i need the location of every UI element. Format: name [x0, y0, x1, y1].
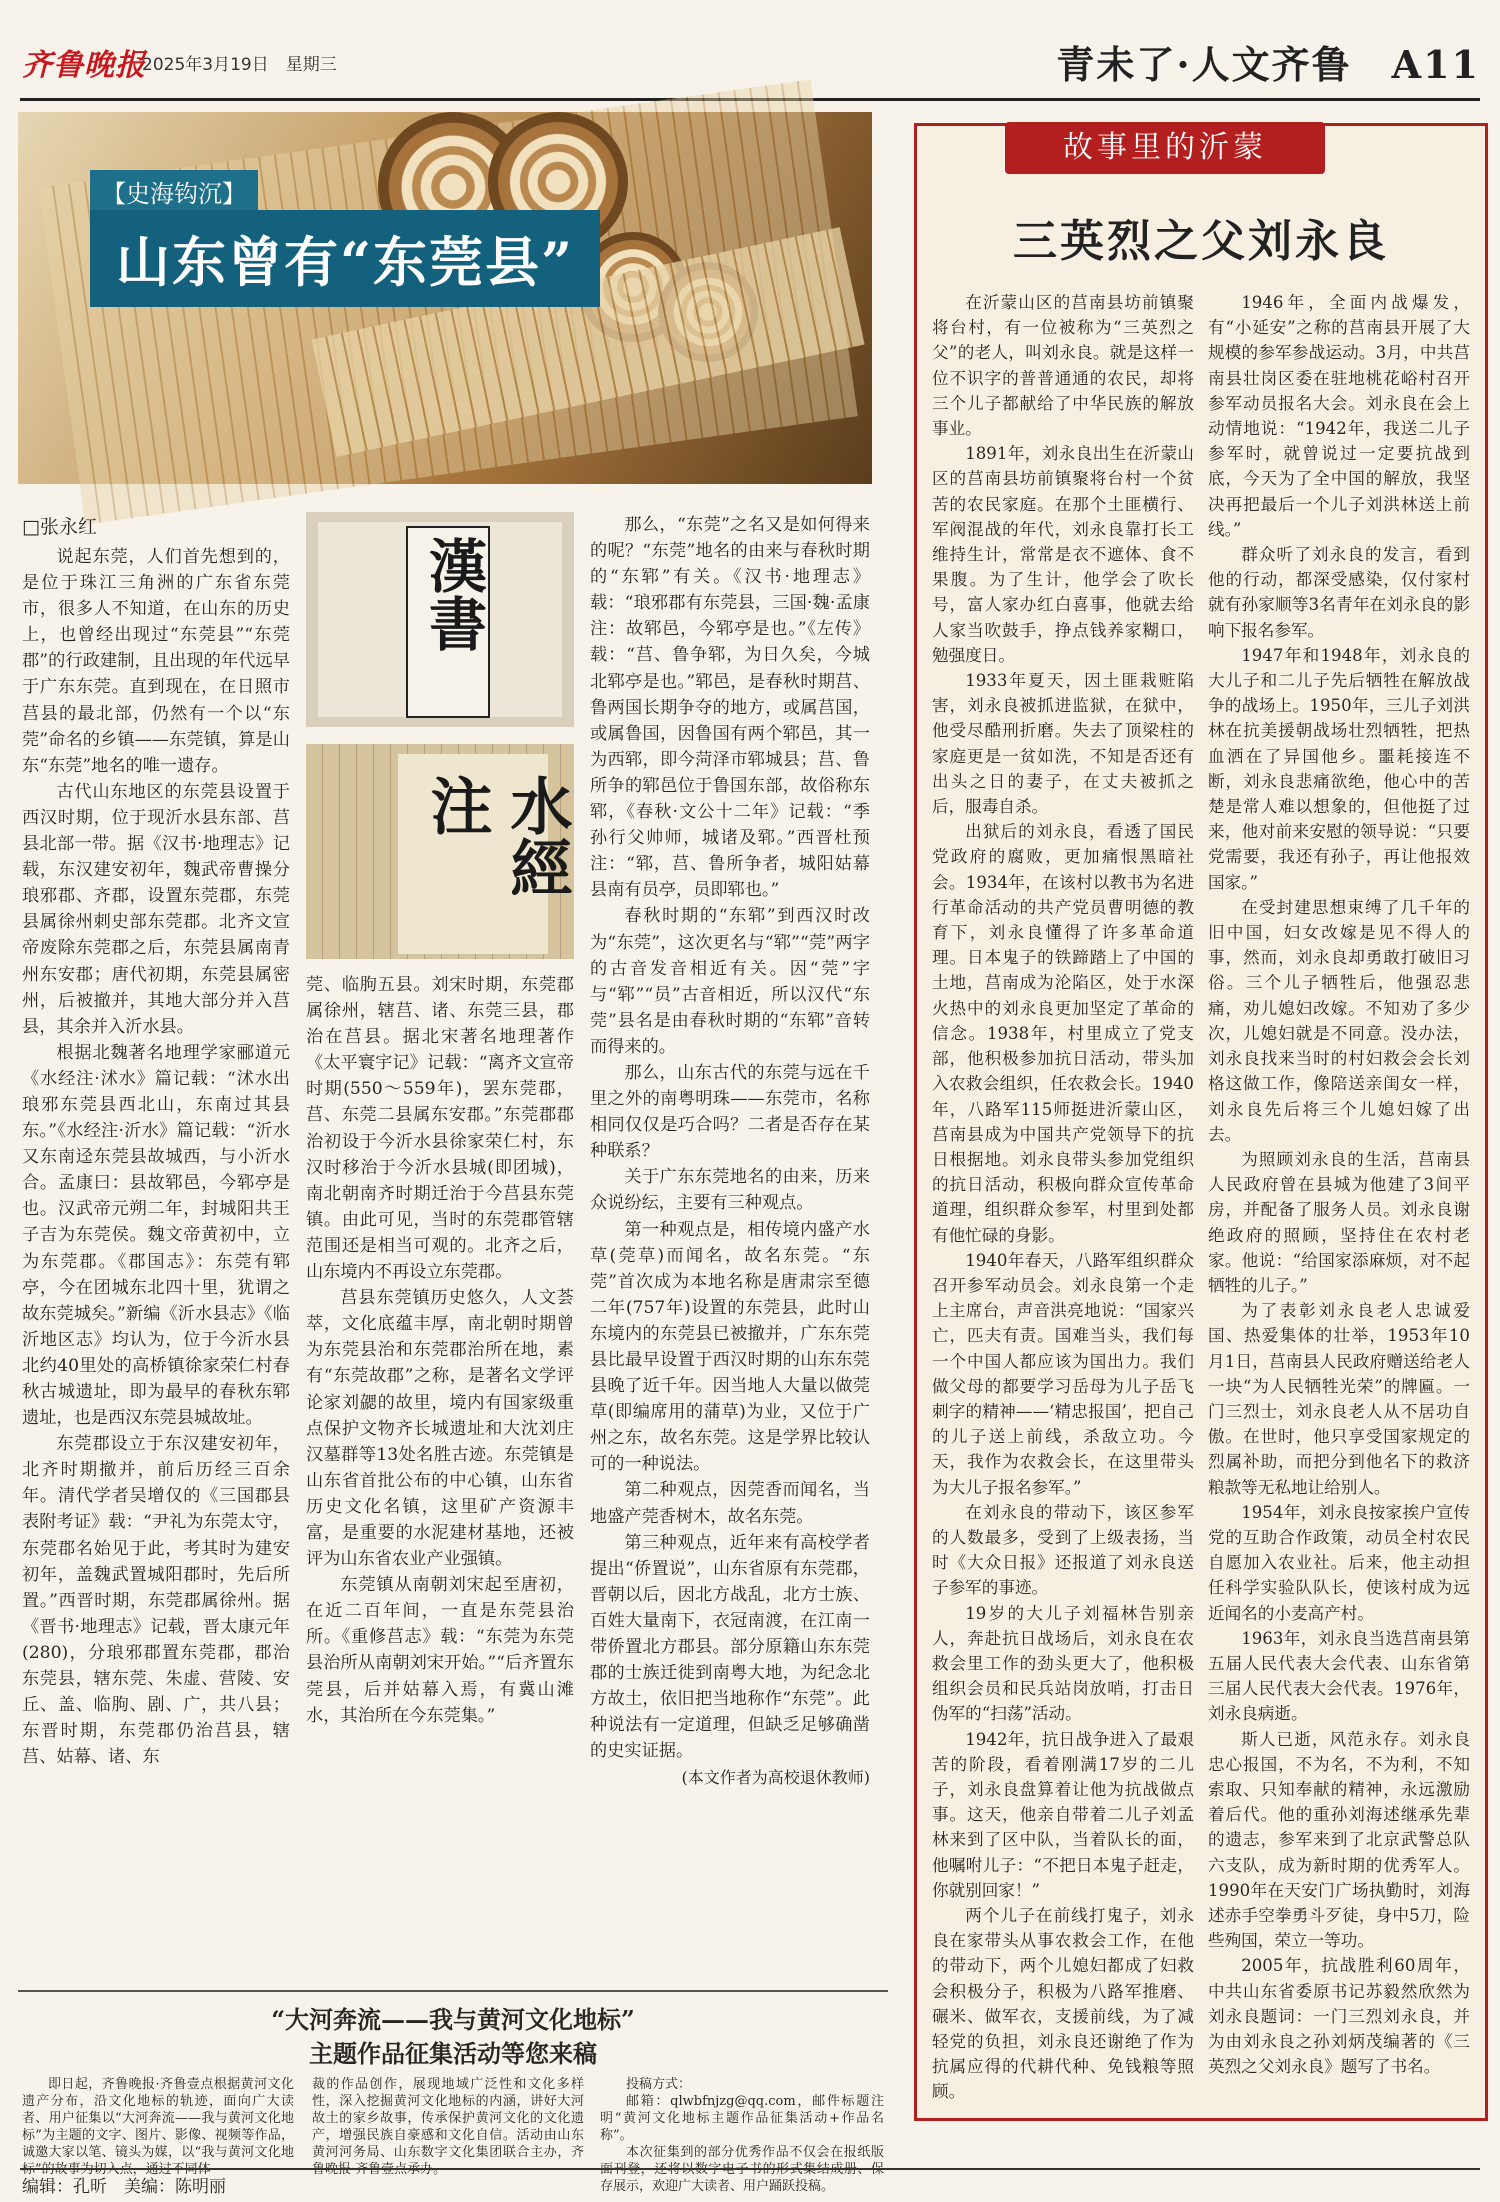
story-paragraph: 1933年夏天，因土匪栽赃陷害，刘永良被抓进监狱，在狱中，他受尽酷刑折磨。失去了顶梁柱的家庭更是一贫如洗，不知是否还有出头之日的妻子，在丈夫被抓之后，服毒自杀。: [932, 671, 1194, 817]
story-paragraph: 群众听了刘永良的发言，看到他的行动，都深受感染，仅付家村就有孙家顺等3名青年在刘永良的影响下报名参军。: [1208, 545, 1470, 640]
story-paragraph: 1946年，全面内战爆发，有“小延安”之称的莒南县开展了大规模的参军参战运动。3月，中共莒南县壮岗区委在驻地桃花峪村召开参军动员报名大会。刘永良在会上动情地说：“1942年，我送二儿子参军时，就曾说过一定要抗战到底，今天为了全中国的解放，我坚决再把最后一个儿子刘洪林送上前线。”: [1208, 293, 1470, 539]
article-paragraph: 第二种观点，因莞香而闻名，当地盛产莞香树木，故名东莞。: [590, 1480, 870, 1527]
article-paragraph: 那么，山东古代的东莞与远在千里之外的南粤明珠——东莞市，名称相同仅仅是巧合吗？二者是否存在某种联系？: [590, 1062, 870, 1162]
article-paragraph: 莞、临朐五县。刘宋时期，东莞郡属徐州，辖莒、诸、东莞三县，郡治在莒县。据北宋著名地理著作《太平寰宇记》记载：“离齐文宣帝时期(550～559年)，罢东莞郡，莒、东莞二县属东安郡。”东莞郡郡治初设于今沂水县徐家荣仁村，东汉时移治于今沂水县城(即团城)，南北朝南齐时期迁治于今莒县东莞镇。由此可见，当时的东莞郡管辖范围还是相当可观的。北齐之后，山东境内不再设立东莞郡。: [306, 975, 574, 1283]
article-paragraph: 第一种观点是，相传境内盛产水草(莞草)而闻名，故名东莞。“东莞”首次成为本地名称是唐肃宗至德二年(757年)设置的东莞县，此时山东境内的东莞县已被撤并，广东东莞县比最早设置于西汉时期的山东东莞县晚了近千年。因当地人大量以做莞草(即编席用的蒲草)为业，又位于广州之东，故名东莞。这是学界比较认可的一种说法。: [590, 1219, 870, 1475]
story-headline: 三英烈之父刘永良: [1013, 216, 1389, 267]
contest-paragraph: 即日起，齐鲁晚报·齐鲁壹点根据黄河文化遗产分布，沿文化地标的轨迹，面向广大读者、用户征集以“大河奔流——我与黄河文化地标”为主题的文字、图片、影像、视频等作品，诚邀大家以笔、镜头为媒，以“我与黄河文化地: [22, 2077, 294, 2160]
story-paragraph: 1942年，抗日战争进入了最艰苦的阶段，看着刚满17岁的二儿子，刘永良盘算着让他为抗战做点事。这天，他亲自带着二儿子刘孟林来到了区中队，当着队长的面，他嘱咐儿子：“不把日本鬼子赶走，你就别回家！”: [932, 1729, 1194, 1900]
article-paragraph: 根据北魏著名地理学家郦道元《水经注·沭水》篇记载：“沭水出琅邪东莞县西北山，东南过其县东。”《水经注·沂水》篇记载：“沂水又东南迳东莞县故城西，与小沂水合。孟康曰：县故郓邑，今郓亭是也。汉武帝元朔二年，封城阳共王子吉为东莞侯。魏文帝黄初中，立为东莞郡。《郡国志》：东莞有郓亭，今在团城东北四十里，犹谓之故东莞城矣。”新编《沂水县志》《临沂地区志》均认为，位于今沂水县北约40里处的高桥镇徐家荣仁村春秋古城遗址，即为最早的春秋东郓遗址，也是西汉东莞县城故址。: [22, 1042, 290, 1429]
article-column-3: [590, 512, 870, 1910]
story-column-2: [1208, 290, 1470, 2102]
article-paragraph: 说起东莞，人们首先想到的，是位于珠江三角洲的广东省东莞市，很多人不知道，在山东的历史上，也曾经出现过“东莞县”“东莞郡”的行政建制，且出现的年代远早于广东东莞。直到现在，在日照市莒县的最北部，仍然有一个以“东莞”命名的乡镇——东莞镇，算是山东“东莞”地名的唯一遗存。: [22, 547, 290, 776]
author-note: (本文作者为高校退休教师): [681, 1767, 870, 1787]
issue-date: 2025年3月19日 星期三: [142, 55, 337, 75]
story-paragraph: 2005年，抗战胜利60周年，中共山东省委原书记苏毅然欣然为刘永良题词：一门三烈刘永良，并为由刘永良之孙刘炳茂编著的《三英烈之父刘永良》题写了书名。: [1208, 1956, 1470, 2077]
story-paragraph: 在沂蒙山区的莒南县坊前镇聚将台村，有一位被称为“三英烈之父”的老人，叫刘永良。就是这样一位不识字的普普通通的农民，却将三个儿子都献给了中华民族的解放事业。: [932, 293, 1194, 439]
article-paragraph: 古代山东地区的东莞县设置于西汉时期，位于现沂水县东部、莒县北部一带。据《汉书·地理志》记载，东汉建安初年，魏武帝曹操分琅邪郡、齐郡，设置东莞郡，东莞县属徐州刺史部东莞郡。北齐文宣帝废除东莞郡之后，东莞县属南青州东安郡；唐代初期，东莞县属密州，后被撤并，其地大部分并入莒县，其余并入沂水县。: [22, 781, 290, 1037]
editor-credits: 编辑：孔昕 美编：陈明丽: [22, 2177, 226, 2197]
newspaper-logo: 齐鲁晚报: [22, 48, 146, 83]
contest-title-line1: “大河奔流——我与黄河文化地标”: [271, 2005, 635, 2034]
section-title: 青未了·人文齐鲁 A11: [1056, 42, 1480, 87]
article-paragraph: 东莞镇从南朝刘宋起至唐初，在近二百年间，一直是东莞县治所。《重修莒志》载：“东莞为东莞县治所从南朝刘宋开始。”“后齐置东莞县，后并姑幕入焉，有冀山滩水，其治所在今东莞集。”: [306, 1575, 574, 1726]
story-paragraph: 在受封建思想束缚了几千年的旧中国，妇女改嫁是见不得人的事，然而，刘永良却勇敢打破旧习俗。三个儿子牺牲后，他强忍悲痛，劝儿媳妇改嫁。不知劝了多少次，儿媳妇就是不同意。没办法，刘永良找来当时的村妇救会会长刘格这做工作，像陪送亲闺女一样，刘永良先后将三个儿媳妇嫁了出去。: [1208, 897, 1470, 1144]
book-title-text: 漢書: [419, 536, 487, 652]
article-headline: 山东曾有“东莞县”: [90, 210, 600, 307]
story-paragraph: 1891年，刘永良出生在沂蒙山区的莒南县坊前镇聚将台村一个贫苦的农民家庭。在那个土匪横行、军阀混战的年代，刘永良靠打长工维持生计，常常是衣不遮体、食不果腹。为了生计，他学会了吹长号，富人家办红白喜事，他就去给人家当吹鼓手，挣点钱养家糊口，勉强度日。: [932, 444, 1194, 665]
column-tag: 【史海钩沉】: [90, 170, 258, 213]
story-paragraph: 在刘永良的带动下，该区参军的人数最多，受到了上级表扬，当时《大众日报》还报道了刘永良送子参军的事迹。: [932, 1502, 1194, 1598]
story-paragraph: 两个儿子在前线打鬼子，刘永良在家带头从事农救会工作，在他的带动下，两个儿媳妇都成了妇救会积极分子，积极为八路军推磨、碾米、做军衣，支援前线，为了减轻党的负担，刘永良还谢绝了作为抗属应得的代耕代种、免钱粮等照顾。: [932, 1906, 1194, 2102]
story-column-badge: 故事里的沂蒙: [1005, 122, 1325, 174]
contest-column-2: [312, 2076, 584, 2164]
shuijingzhu-book-image: [306, 744, 574, 959]
contest-column-1: [22, 2076, 294, 2164]
contest-top-rule: [18, 1990, 888, 1992]
article-column-2: [306, 972, 574, 1910]
footer-rule: [20, 2168, 1480, 2170]
story-paragraph: 19岁的大儿子刘福林告别亲人，奔赴抗日战场后，刘永良在农救会里工作的劲头更大了，他积极组织会员和民兵站岗放哨，打击日伪军的“扫荡”活动。: [932, 1603, 1194, 1724]
book-title-text: 水經注: [420, 774, 573, 898]
article-paragraph: 莒县东莞镇历史悠久，人文荟萃，文化底蕴丰厚，南北朝时期曾为东莞县治和东莞郡治所在地，素有“东莞故郡”之称，是著名文学评论家刘勰的故里，境内有国家级重点保护文物齐长城遗址和大沈刘庄汉墓群等13处名胜古迹。东莞镇是山东省首批公布的中心镇，山东省历史文化名镇，这里矿产资源丰富，是重要的水泥建材基地，还被评为山东省农业产业强镇。: [306, 1288, 574, 1570]
story-paragraph: 1954年，刘永良按家挨户宣传党的互助合作政策，动员全村农民自愿加入农业社。后来，他主动担任科学实验队队长，使该村成为远近闻名的小麦高产村。: [1208, 1502, 1470, 1623]
story-column-1: [932, 290, 1194, 2102]
submission-email: 邮箱：qlwbfnjzg@qq.com，邮件标题注明“黄河文化地标主题作品征集活动+作品名称”。: [600, 2094, 884, 2143]
contest-paragraph: 本次征集到的部分优秀作品不仅会在报纸版 存展示，欢迎广大读者、用户踊跃投稿。: [600, 2145, 884, 2194]
article-paragraph: 关于广东东莞地名的由来，历来众说纷纭，主要有三种观点。: [590, 1167, 870, 1214]
article-paragraph: 那么，“东莞”之名又是如何得来的呢？“东莞”地名的由来与春秋时期的“东郓”有关。《汉书·地理志》载：“琅邪郡有东莞县，三国·魏·孟康注：故郓邑，今郓亭是也。”《左传》载：“莒、鲁争郓，为日久矣，今城北郓亭是也。”郓邑，是春秋时期莒、鲁两国长期争夺的地方，或属莒国，或属鲁国，因鲁国有两个郓邑，其一为西郓，即今菏泽市郓城县；莒、鲁所争的郓邑位于鲁国东部，故俗称东郓，《春秋·文公十二年》记载：“季孙行父帅师，城诸及郓。”西晋杜预注：“郓，莒、鲁所争者，城阳姑幕县南有员亭，员即郓也。”: [590, 515, 870, 901]
story-paragraph: 出狱后的刘永良，看透了国民党政府的腐败，更加痛恨黑暗社会。1934年，在该村以教书为名进行革命活动的共产党员曹明德的教育下，刘永良懂得了许多革命道理。日本鬼子的铁蹄踏上了中国的土地，莒南成为沦陷区，处于水深火热中的刘永良更加坚定了革命的信念。1938年，村里成立了党支部，他积极参加抗日活动，带头加入农救会组织，任农救会长。1940年，八路军115师挺进沂蒙山区，莒南县成为中国共产党领导下的抗日根据地。刘永良带头参加党组织的抗日活动，积极向群众宣传革命道理，组织群众参军，村里到处都有他忙碌的身影。: [932, 822, 1194, 1245]
story-paragraph: 1947年和1948年，刘永良的大儿子和二儿子先后牺牲在解放战争的战场上。1950年，三儿子刘洪林在抗美援朝战场壮烈牺牲，把热血洒在了异国他乡。噩耗接连不断，刘永良悲痛欲绝，他心中的苦楚是常人难以想象的，但他挺了过来，他对前来安慰的领导说：“只要党需要，我还有孙子，再让他报效国家。”: [1208, 645, 1470, 892]
submission-method-label: 投稿方式：: [626, 2077, 692, 2092]
story-paragraph: 1963年，刘永良当选莒南县第五届人民代表大会代表、山东省第三届人民代表大会代表。1976年，刘永良病逝。: [1208, 1628, 1470, 1724]
contest-column-3: [600, 2076, 884, 2194]
story-paragraph: 斯人已逝，风范永存。刘永良忠心报国，不为名，不为利，不知索取、只知奉献的精神，永远激励着后代。他的重孙刘海述继承先辈的遗志，参军来到了北京武警总队六支队，成为新时期的优秀军人。1990年在天安门广场执勤时，刘海述赤手空拳勇斗歹徒，身中5刀，险些殉国，荣立一等功。: [1208, 1729, 1470, 1951]
story-paragraph: 为了表彰刘永良老人忠诚爱国、热爱集体的壮举，1953年10月1日，莒南县人民政府赠送给老人一块“为人民牺牲光荣”的牌匾。一门三烈士，刘永良老人从不居功自傲。在世时，他只享受国家规定的烈属补助，而把分到他名下的救济粮款等无私地让给别人。: [1208, 1301, 1470, 1497]
article-paragraph: 春秋时期的“东郓”到西汉时改为“东莞”，这次更名与“郓”“莞”两字的古音发音相近有关。因“莞”字与“郓”“员”古音相近，所以汉代“东莞”县名是由春秋时期的“东郓”音转而得来的。: [590, 906, 870, 1057]
hanshu-book-image: [306, 512, 574, 727]
article-paragraph: 东莞郡设立于东汉建安初年，北齐时期撤并，前后历经三百余年。清代学者吴增仅的《三国郡县表附考证》载：“尹礼为东莞太守，东莞郡名始见于此，考其时为建安初年，盖魏武置城阳郡时，先后所置。”西晋时期，东莞郡属徐州。据《晋书·地理志》记载，晋太康元年(280)，分琅邪郡置东莞郡，郡治东莞县，辖东莞、朱虚、营陵、安丘、盖、临朐、剧、广，共八县；东晋时期，东莞郡仍治莒县，辖莒、姑幕、诸、东: [22, 1434, 290, 1768]
contest-paragraph: 裁的作品创作，展现地域广泛性和文化多样性，深入挖掘黄河文化地标的内涵，讲好大河故土的家乡故事，传承保护黄河文化的文化遗产，增强民族自豪感和文化自信。活动由山东黄河河务局、山东数字文化集团联合主办，齐: [312, 2077, 584, 2160]
contest-title-line2: 主题作品征集活动等您来稿: [309, 2039, 597, 2068]
article-byline: □张永红: [22, 516, 97, 538]
story-paragraph: 1940年春天，八路军组织群众召开参军动员会。刘永良第一个走上主席台，声音洪亮地说：“国家兴亡，匹夫有责。国难当头，我们每一个中国人都应该为国出力。我们做父母的都要学习岳母为儿子岳飞刺字的精神——‘精忠报国’，把自己的儿子送上前线，杀敌立功。今天，我作为农救会长，在这里带头为大儿子报名参军。”: [932, 1250, 1194, 1497]
story-paragraph: 为照顾刘永良的生活，莒南县人民政府曾在县城为他建了3间平房，并配备了服务人员。刘永良谢绝政府的照顾，坚持住在农村老家。他说：“给国家添麻烦，对不起牺牲的儿子。”: [1208, 1149, 1470, 1295]
article-paragraph: 第三种观点，近年来有高校学者提出“侨置说”，山东省原有东莞郡，晋朝以后，因北方战乱，北方士族、百姓大量南下，衣冠南渡，在江南一带侨置北方郡县。部分原籍山东东莞郡的士族迁徙到南粤大地，为纪念北方故土，依旧把当地称作“东莞”。此种说法有一定道理，但缺乏足够确凿的史实证据。: [590, 1532, 870, 1762]
article-column-1: [22, 544, 290, 1910]
